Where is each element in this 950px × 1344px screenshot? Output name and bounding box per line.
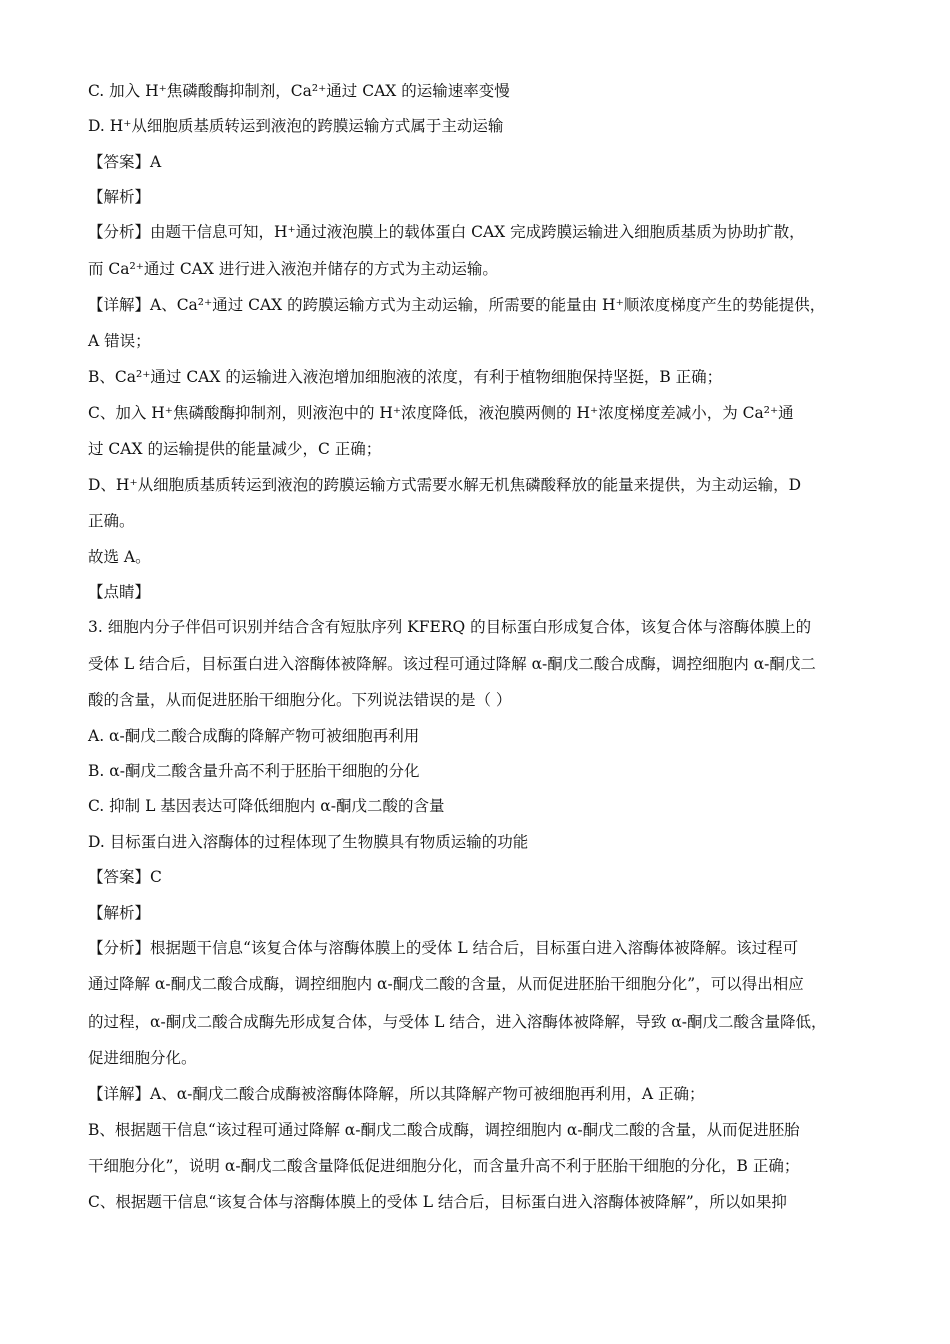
q3-option-b: B. α-酮戊二酸含量升高不利于胚胎干细胞的分化 (88, 762, 420, 780)
choice-line: 故选 A。 (88, 548, 151, 566)
analysis-heading: 【解析】 (88, 188, 151, 206)
analysis-line-1: 【分析】由题干信息可知，H⁺通过液泡膜上的载体蛋白 CAX 完成跨膜运输进入细胞质基质为协助扩散， (88, 223, 805, 241)
q3-analysis-heading: 【解析】 (88, 904, 151, 922)
question-3-line-1: 3. 细胞内分子伴侣可识别并结合含有短肽序列 KFERQ 的目标蛋白形成复合体，该复合体与溶酶体膜上的 (88, 618, 812, 636)
q3-answer-line: 【答案】C (88, 868, 162, 886)
detail-line-6: D、H⁺从细胞质基质转运到液泡的跨膜运输方式需要水解无机焦磷酸释放的能量来提供，为主动运输，D (88, 476, 802, 494)
q3-analysis-line-2: 通过降解 α-酮戊二酸合成酶，调控细胞内 α-酮戊二酸的含量，从而促进胚胎干细胞分化”，可以得出相应 (88, 975, 804, 993)
q3-option-d: D. 目标蛋白进入溶酶体的过程体现了生物膜具有物质运输的功能 (88, 833, 529, 851)
analysis-line-2: 而 Ca²⁺通过 CAX 进行进入液泡并储存的方式为主动运输。 (88, 260, 498, 278)
question-3-line-3: 酸的含量，从而促进胚胎干细胞分化。下列说法错误的是（ ） (88, 691, 512, 709)
detail-line-1: 【详解】A、Ca²⁺通过 CAX 的跨膜运输方式为主动运输，所需要的能量由 H⁺顺浓度梯度产生的势能提供， (88, 296, 826, 314)
q3-analysis-line-1: 【分析】根据题干信息“该复合体与溶酶体膜上的受体 L 结合后，目标蛋白进入溶酶体被降解。该过程可 (88, 939, 799, 957)
question-3-line-2: 受体 L 结合后，目标蛋白进入溶酶体被降解。该过程可通过降解 α-酮戊二酸合成酶，调控细胞内 α-酮戊二 (88, 655, 816, 673)
detail-line-5: 过 CAX 的运输提供的能量减少，C 正确； (88, 440, 382, 458)
option-c-line: C. 加入 H⁺焦磷酸酶抑制剂，Ca²⁺通过 CAX 的运输速率变慢 (88, 82, 510, 100)
q3-detail-line-4: C、根据题干信息“该复合体与溶酶体膜上的受体 L 结合后，目标蛋白进入溶酶体被降解”，所以如果抑 (88, 1193, 787, 1211)
q3-detail-line-1: 【详解】A、α-酮戊二酸合成酶被溶酶体降解，所以其降解产物可被细胞再利用，A 正确； (88, 1085, 705, 1103)
answer-line: 【答案】A (88, 153, 162, 171)
detail-line-3: B、Ca²⁺通过 CAX 的运输进入液泡增加细胞液的浓度，有利于植物细胞保持坚挺，B 正确； (88, 368, 723, 386)
q3-detail-line-3: 干细胞分化”，说明 α-酮戊二酸含量降低促进细胞分化，而含量升高不利于胚胎干细胞的分化，B 正确； (88, 1157, 800, 1175)
detail-line-4: C、加入 H⁺焦磷酸酶抑制剂，则液泡中的 H⁺浓度降低，液泡膜两侧的 H⁺浓度梯度差减小，为 Ca²⁺通 (88, 404, 794, 422)
q3-analysis-line-3: 的过程，α-酮戊二酸合成酶先形成复合体，与受体 L 结合，进入溶酶体被降解，导致 α-酮戊二酸含量降低， (88, 1013, 827, 1031)
option-d-line: D. H⁺从细胞质基质转运到液泡的跨膜运输方式属于主动运输 (88, 117, 504, 135)
q3-option-c: C. 抑制 L 基因表达可降低细胞内 α-酮戊二酸的含量 (88, 797, 445, 815)
detail-line-2: A 错误； (88, 332, 151, 350)
q3-option-a: A. α-酮戊二酸合成酶的降解产物可被细胞再利用 (88, 727, 420, 745)
detail-line-7: 正确。 (88, 512, 135, 530)
q3-analysis-line-4: 促进细胞分化。 (88, 1049, 197, 1067)
q3-detail-line-2: B、根据题干信息“该过程可通过降解 α-酮戊二酸合成酶，调控细胞内 α-酮戊二酸的含量，从而促进胚胎 (88, 1121, 800, 1139)
comment-heading: 【点睛】 (88, 583, 151, 601)
